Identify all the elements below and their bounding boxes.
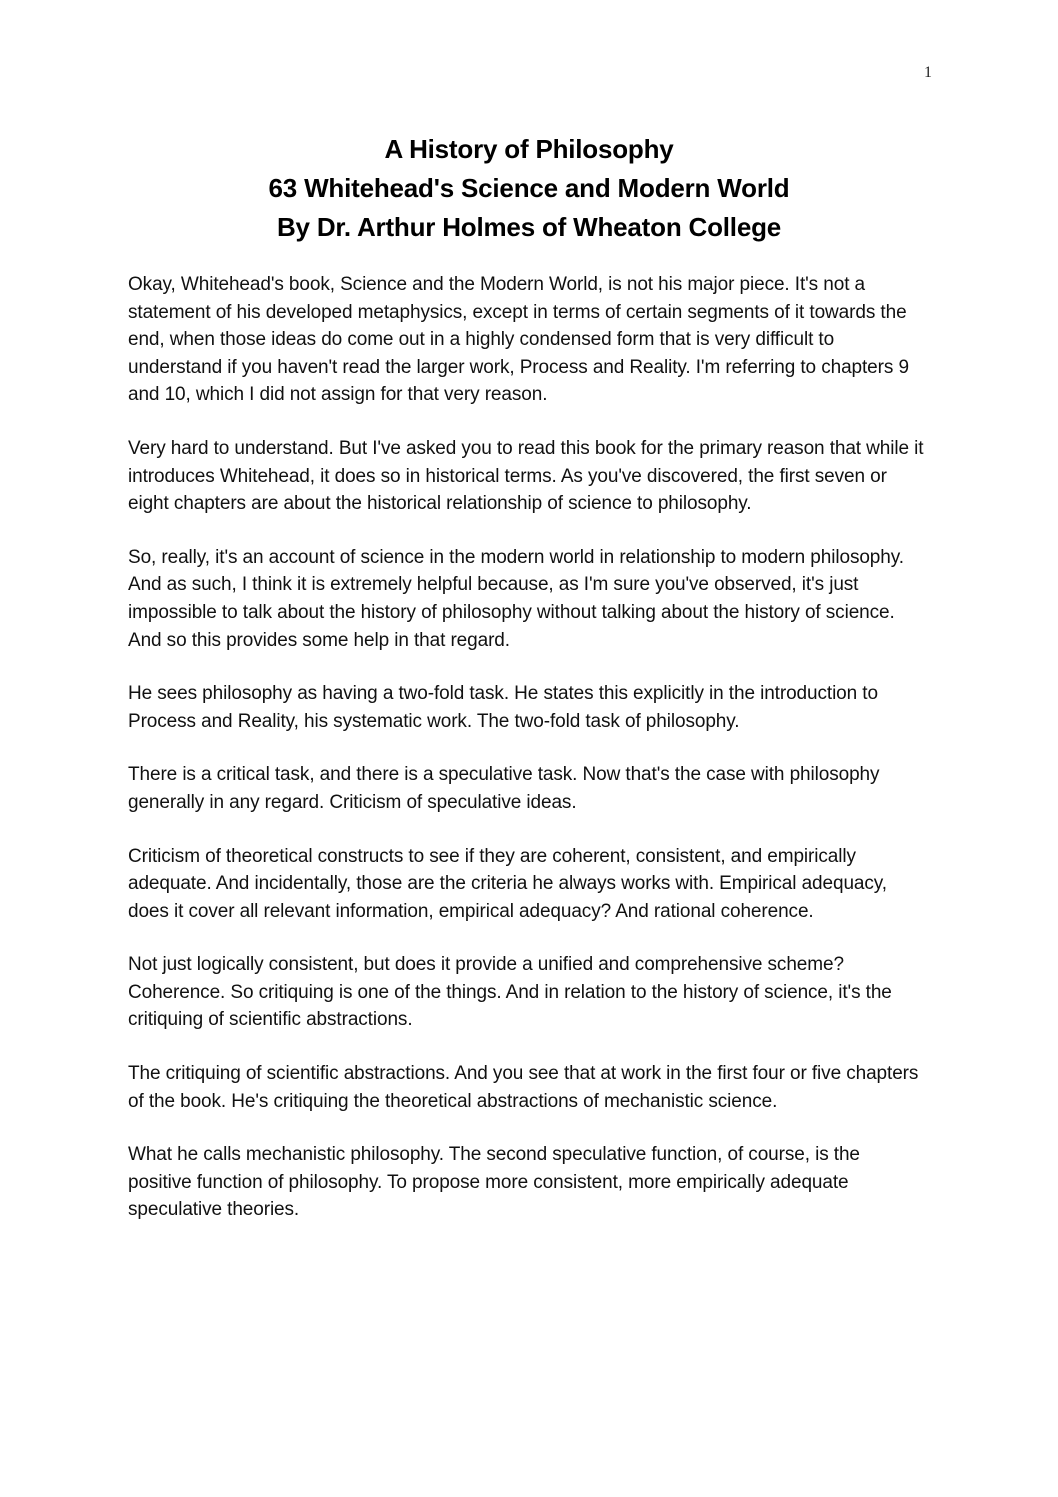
paragraph: There is a critical task, and there is a speculative task. Now that's the case with philosophy generally in any regard. Criticism of speculative ideas. bbox=[128, 764, 880, 813]
paragraph: Criticism of theoretical constructs to see if they are coherent, consistent, and empirically adequate. And incidentally, those are the criteria he always works with. Empirical adequacy, does it cover all relevant information, empirical adequacy? And rational coherence. bbox=[128, 845, 887, 922]
page-number: 1 bbox=[924, 64, 932, 81]
title-line-author: By Dr. Arthur Holmes of Wheaton College bbox=[276, 212, 782, 242]
paragraph: Okay, Whitehead's book, Science and the Modern World, is not his major piece. It's not a statement of his developed metaphysics, except in terms of certain segments of it towards the end, when those ideas do come out in a highly condensed form that is very difficult to understand if you haven't read the larger work, Process and Reality. I'm referring to chapters 9 and 10, which I did not assign for that very reason. bbox=[128, 274, 909, 406]
paragraph: Not just logically consistent, but does it provide a unified and comprehensive scheme? Coherence. So critiquing is one of the things. And in relation to the history of science, it's the critiquing of scientific abstractions. bbox=[128, 954, 892, 1031]
paragraph: He sees philosophy as having a two-fold task. He states this explicitly in the introduction to Process and Reality, his systematic work. The two-fold task of philosophy. bbox=[128, 683, 878, 732]
paragraph: So, really, it's an account of science in the modern world in relationship to modern philosophy. And as such, I think it is extremely helpful because, as I'm sure you've observed, it's just impossible to talk about the history of philosophy without talking about the history of science. And so this provides some help in that regard. bbox=[128, 546, 904, 651]
body-text bbox=[128, 271, 928, 1250]
document-title bbox=[0, 130, 1058, 247]
paragraph: Very hard to understand. But I've asked you to read this book for the primary reason that while it introduces Whitehead, it does so in historical terms. As you've discovered, the first seven or eight chapters are about the historical relationship of science to philosophy. bbox=[128, 437, 924, 515]
paragraph: The critiquing of scientific abstractions. And you see that at work in the first four or five chapters of the book. He's critiquing the theoretical abstractions of mechanistic science. bbox=[128, 1063, 919, 1112]
title-line-series: A History of Philosophy bbox=[384, 134, 674, 164]
paragraph: What he calls mechanistic philosophy. The second speculative function, of course, is the positive function of philosophy. To propose more consistent, more empirically adequate speculative theories. bbox=[128, 1144, 860, 1221]
title-line-lecture: 63 Whitehead's Science and Modern World bbox=[268, 173, 790, 203]
